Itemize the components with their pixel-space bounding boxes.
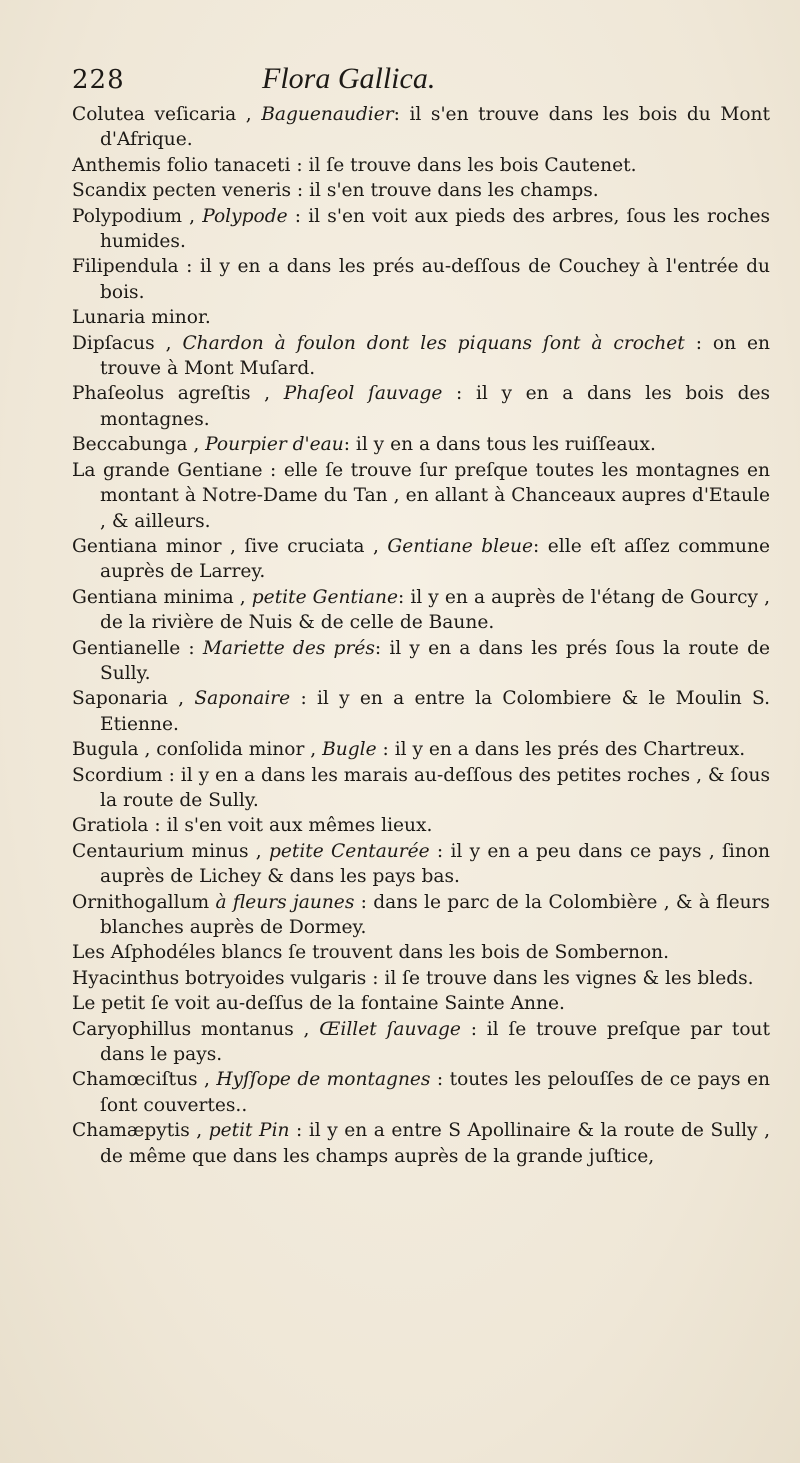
plant-entry (72, 1118, 770, 1169)
page-number: 228 (72, 65, 125, 95)
plant-entry (72, 381, 770, 432)
plant-entry (72, 178, 770, 203)
entry-text: : il s'en trouve dans les bois du Mont d'Afrique. (100, 104, 770, 151)
plant-name: Gentianelle (72, 637, 181, 659)
plant-entry (72, 585, 770, 636)
entry-text: : il y en a dans les prés au-deſſous de Couchey à l'entrée du bois. (100, 256, 770, 303)
common-name: petite Gentiane (251, 586, 398, 608)
separator: , (233, 586, 252, 608)
separator: : (180, 637, 203, 659)
plant-entry (72, 254, 770, 305)
plant-entry (72, 305, 770, 330)
plant-name: Gratiola (72, 815, 149, 837)
plant-name: La grande Gentiane (72, 459, 263, 481)
plant-name: Anthemis folio tanaceti (72, 154, 291, 176)
entry-text: : il y en a peu dans ce pays , ſinon auprès de Lichey & dans les pays bas. (100, 840, 770, 888)
plant-entry (72, 534, 770, 585)
separator: , (154, 332, 183, 354)
plant-entry (72, 813, 770, 838)
plant-name: Chamæpytis (72, 1120, 190, 1142)
plant-name: Gentiana minor (72, 535, 222, 557)
common-name: Bugle (322, 739, 377, 761)
plant-name: Filipendula (72, 256, 179, 278)
separator: , (181, 205, 203, 227)
separator: , (293, 1018, 320, 1040)
entry-text: : il ſe trouve dans les vignes & les bleds. (366, 967, 754, 989)
common-name: Mariette des prés (202, 637, 375, 659)
plant-name: Ornithogallum (72, 891, 210, 913)
separator: , (167, 688, 195, 710)
common-name: à fleurs jaunes (215, 891, 355, 913)
plant-entry (72, 966, 770, 991)
running-title: Flora Gallica. (262, 62, 436, 95)
plant-name: Scandix pecten veneris (72, 180, 292, 202)
plant-name: Phaſeolus agreſtis (72, 383, 251, 405)
plant-name: Beccabunga (72, 434, 188, 456)
entry-text: : on en trouve à Mont Muſard. (100, 332, 771, 380)
plant-entry (72, 204, 770, 255)
plant-name: Centaurium minus (72, 840, 249, 862)
separator: , (187, 434, 206, 456)
separator: , (197, 1069, 217, 1091)
plant-name: Le petit (72, 993, 146, 1015)
entry-text: : il y en a auprès de l'étang de Gourcy , de la rivière de Nuis & de celle de Baune. (100, 586, 770, 634)
plant-entries (72, 102, 770, 1169)
entry-text: : il y en a entre la Colombiere & le Moulin S. Etienne. (100, 688, 771, 735)
entry-text: : dans le parc de la Colombière , & à fleurs blanches auprès de Dormey. (100, 891, 770, 938)
entry-text: : il s'en voit aux mêmes lieux. (148, 815, 433, 837)
plant-entry (72, 991, 770, 1016)
separator: , ſive cruciata , (221, 535, 388, 557)
separator: , (189, 1120, 209, 1142)
plant-entry (72, 686, 770, 737)
plant-entry (72, 331, 770, 382)
entry-text: : il y en a entre S Apollinaire & la route de Sully , de même que dans les champs auprès de la grande juſtice, (100, 1120, 770, 1167)
common-name: Hyſſope de montagnes (216, 1069, 431, 1091)
separator: , (236, 104, 262, 125)
entry-text: : il y en a dans les prés ſous la route de Sully. (100, 637, 770, 684)
plant-name: Colutea veſicaria (72, 104, 237, 125)
plant-name: Les Aſphodéles blancs (72, 942, 283, 964)
common-name: Polypode (202, 205, 288, 227)
entry-text: ſe voit au-deſſus de la fontaine Sainte Anne. (145, 993, 565, 1015)
plant-name: Lunaria minor (72, 307, 205, 329)
common-name: Chardon à foulon dont les piquans ſont à crochet (182, 332, 685, 354)
plant-name: Chamœciſtus (72, 1069, 198, 1091)
common-name: petit Pin (208, 1120, 290, 1142)
entry-text: : il y en a dans les marais au-deſſous des petites roches , & ſous la route de Sully. (100, 764, 770, 811)
plant-name: Scordium (72, 764, 163, 786)
plant-entry (72, 636, 770, 687)
entry-text: : il y en a dans les bois des montagnes. (100, 383, 771, 430)
plant-entry (72, 102, 770, 153)
plant-name: Saponaria (72, 688, 168, 710)
plant-entry (72, 458, 770, 534)
entry-text: : elle eſt aſſez commune auprès de Larrey. (100, 535, 770, 583)
entry-text: : il y en a dans les prés des Chartreux. (376, 739, 746, 761)
common-name: petite Centaurée (268, 840, 430, 862)
common-name: Saponaire (194, 688, 291, 710)
plant-name: Polypodium (72, 205, 182, 227)
entry-text: : il s'en trouve dans les champs. (291, 180, 599, 202)
plant-name: Gentiana minima (72, 586, 234, 608)
entry-text: : il y en a dans tous les ruiſſeaux. (343, 434, 656, 456)
plant-entry (72, 153, 770, 178)
entry-text: : il ſe trouve dans les bois Cautenet. (290, 154, 637, 176)
entry-text: . (204, 307, 211, 329)
page-header (72, 62, 770, 102)
plant-entry (72, 940, 770, 965)
entry-text: : il s'en voit aux pieds des arbres, ſous les roches humides. (100, 205, 770, 253)
plant-entry (72, 1017, 770, 1068)
separator: , (250, 383, 284, 405)
plant-entry (72, 763, 770, 814)
entry-text: : il ſe trouve preſque par tout dans le pays. (100, 1018, 770, 1066)
entry-text: : elle ſe trouve ſur preſque toutes les montagnes en montant à Notre-Dame du Tan , en allant à Chanceaux aupres d'Etaule , & ailleurs. (100, 459, 770, 532)
common-name: Œillet ſauvage (319, 1018, 461, 1040)
common-name: Phaſeol ſauvage (283, 383, 443, 405)
plant-entry (72, 839, 770, 890)
common-name: Baguenaudier (261, 104, 394, 125)
entry-text: ſe trouvent dans les bois de Sombernon. (282, 942, 670, 964)
plant-entry (72, 1067, 770, 1118)
separator: , (248, 840, 269, 862)
plant-entry (72, 432, 770, 457)
plant-name: Dipſacus (72, 332, 155, 354)
separator: , (304, 739, 323, 761)
common-name: Pourpier d'eau (205, 434, 344, 456)
plant-name: Bugula , conſolida minor (72, 739, 305, 761)
common-name: Gentiane bleue (387, 535, 534, 557)
plant-name: Hyacinthus botryoides vulgaris (72, 967, 367, 989)
plant-entry (72, 890, 770, 941)
plant-name: Caryophillus montanus (72, 1018, 294, 1040)
plant-entry (72, 737, 770, 762)
entry-text: : toutes les pelouſſes de ce pays en ſont couvertes.. (100, 1069, 771, 1116)
